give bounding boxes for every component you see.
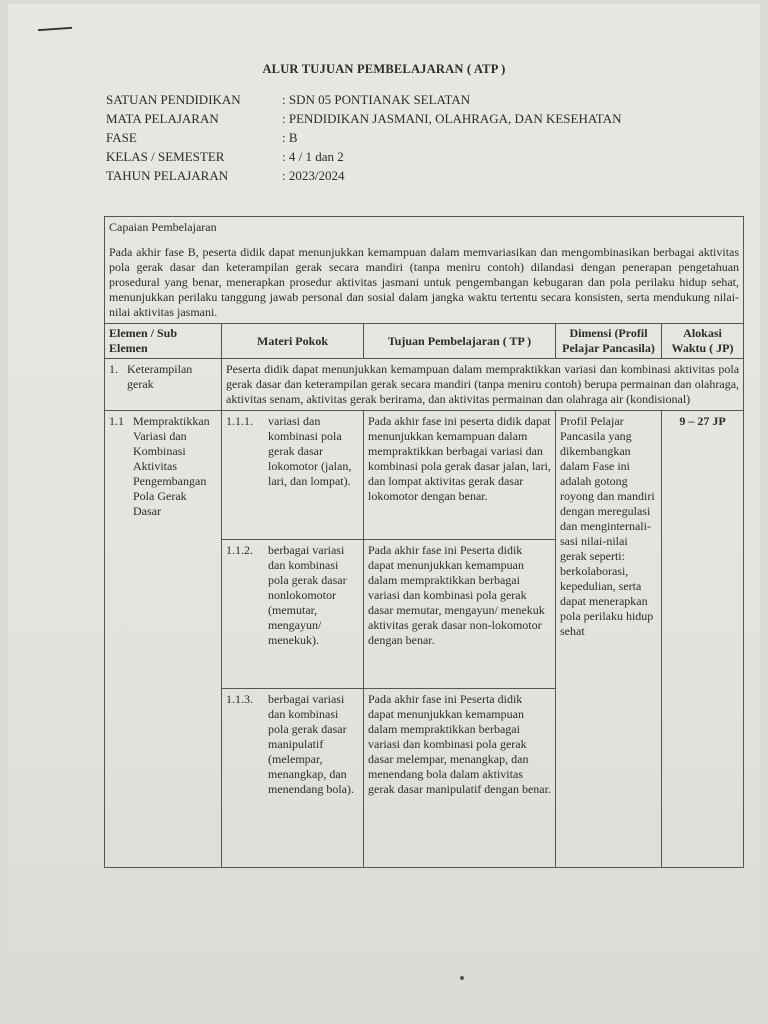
- info-row-tahun: [106, 166, 621, 185]
- ink-dot: [460, 976, 464, 980]
- info-row-mapel: [106, 109, 621, 128]
- info-label: MATA PELAJARAN: [106, 111, 219, 126]
- info-label: KELAS / SEMESTER: [106, 149, 225, 164]
- tujuan-cell: Pada akhir fase ini Peserta didik dapat menunjukkan kemampuan dalam mempraktikkan berbagai variasi dan kombinasi pola gerak dasar memutar, mengayun/ menekuk aktivitas gerak dasar non-lokomotor dengan benar.: [364, 540, 556, 689]
- materi-cell: [222, 411, 364, 540]
- sub-elemen-cell: [105, 411, 222, 868]
- header-materi: Materi Pokok: [222, 324, 364, 359]
- info-label: SATUAN PENDIDIKAN: [106, 92, 241, 107]
- alokasi-cell: 9 – 27 JP: [662, 411, 744, 868]
- header-row: [105, 324, 744, 359]
- info-value: : SDN 05 PONTIANAK SELATAN: [282, 92, 471, 107]
- capaian-cell: [105, 217, 744, 324]
- materi-number: 1.1.3.: [226, 692, 253, 706]
- info-value: : 4 / 1 dan 2: [282, 149, 344, 164]
- elemen-name: Keterampilan gerak: [127, 362, 193, 391]
- document-title: ALUR TUJUAN PEMBELAJARAN ( ATP ): [262, 62, 506, 76]
- capaian-text: Pada akhir fase B, peserta didik dapat menunjukkan kemampuan dalam memvariasikan dan mengombinasikan berbagai aktivitas pola gerak dasar dan keterampilan gerak secara mandiri (tanpa meniru contoh) dilandasi dengan penerapan pengetahuan prosedural yang benar, menerapkan prosedur aktivitas jasmani untuk pengembangan kebugaran dan pola perilaku hidup sehat, menunjukkan perilaku tanggung jawab personal dan sosial dalam jangka waktu tertentu secara konsisten, serta mendukung nilai-nilai aktivitas jasmani.: [109, 245, 740, 319]
- info-block: [106, 90, 621, 185]
- info-value: : 2023/2024: [282, 168, 345, 183]
- materi-text: berbagai variasi dan kombinasi pola gerak dasar nonlokomotor (memutar, mengayun/ menekuk).: [268, 543, 347, 647]
- materi-cell: [222, 689, 364, 868]
- info-row-kelas: [106, 147, 621, 166]
- header-alokasi: Alokasi Waktu ( JP): [662, 324, 744, 359]
- capaian-row: [105, 217, 744, 324]
- info-value: : PENDIDIKAN JASMANI, OLAHRAGA, DAN KESEHATAN: [282, 111, 622, 126]
- capaian-label: Capaian Pembelajaran: [109, 220, 217, 234]
- elemen-description: Peserta didik dapat menunjukkan kemampuan dalam mempraktikkan variasi dan kombinasi aktivitas pola gerak dasar dan keterampilan gerak secara mandiri (tanpa meniru contoh) berupa permainan dan olahraga, aktivitas senam, aktivitas gerak berirama, dan aktivitas permainan dan olahraga air (kondisional): [222, 359, 744, 411]
- tujuan-cell: Pada akhir fase ini Peserta didik dapat menunjukkan kemampuan dalam mempraktikkan berbagai variasi dan kombinasi pola gerak dasar melempar, menangkap, dan menendang bola dalam aktivitas gerak dasar manipulatif dengan benar.: [364, 689, 556, 868]
- materi-text: variasi dan kombinasi pola gerak dasar lokomotor (jalan, lari, dan lompat).: [268, 414, 352, 488]
- elemen-number: 1.: [109, 362, 118, 376]
- pen-mark: [38, 27, 72, 31]
- atp-table: [104, 216, 744, 868]
- materi-number: 1.1.2.: [226, 543, 253, 557]
- header-tujuan: Tujuan Pembelajaran ( TP ): [364, 324, 556, 359]
- elemen-row: [105, 359, 744, 411]
- content-row-1: [105, 411, 744, 540]
- materi-cell: [222, 540, 364, 689]
- info-row-satuan: [106, 90, 621, 109]
- dimensi-cell: Profil Pelajar Pancasila yang dikembangkan dalam Fase ini adalah gotong royong dan mandiri dengan meregulasi dan menginternali-sasi nilai-nilai gerak seperti: berkolaborasi, kepedulian, serta dapat menerapkan pola perilaku hidup sehat: [556, 411, 662, 868]
- header-dimensi: Dimensi (Profil Pelajar Pancasila): [556, 324, 662, 359]
- info-label: FASE: [106, 130, 137, 145]
- header-elemen: Elemen / Sub Elemen: [105, 324, 222, 359]
- info-label: TAHUN PELAJARAN: [106, 168, 229, 183]
- sub-elemen-name: Mempraktikkan Variasi dan Kombinasi Aktivitas Pengembangan Pola Gerak Dasar: [133, 414, 210, 518]
- tujuan-cell: Pada akhir fase ini peserta didik dapat menunjukkan kemampuan dalam mempraktikkan berbagai variasi dan kombinasi pola gerak dasar jalan, lari, dan lompat aktivitas gerak dasar lokomotor dengan benar.: [364, 411, 556, 540]
- materi-text: berbagai variasi dan kombinasi pola gerak dasar manipulatif (melempar, menangkap, dan menendang bola).: [268, 692, 354, 796]
- sub-elemen-number: 1.1: [109, 414, 124, 428]
- info-value: : B: [282, 130, 298, 145]
- info-row-fase: [106, 128, 621, 147]
- materi-number: 1.1.1.: [226, 414, 253, 428]
- elemen-cell: [105, 359, 222, 411]
